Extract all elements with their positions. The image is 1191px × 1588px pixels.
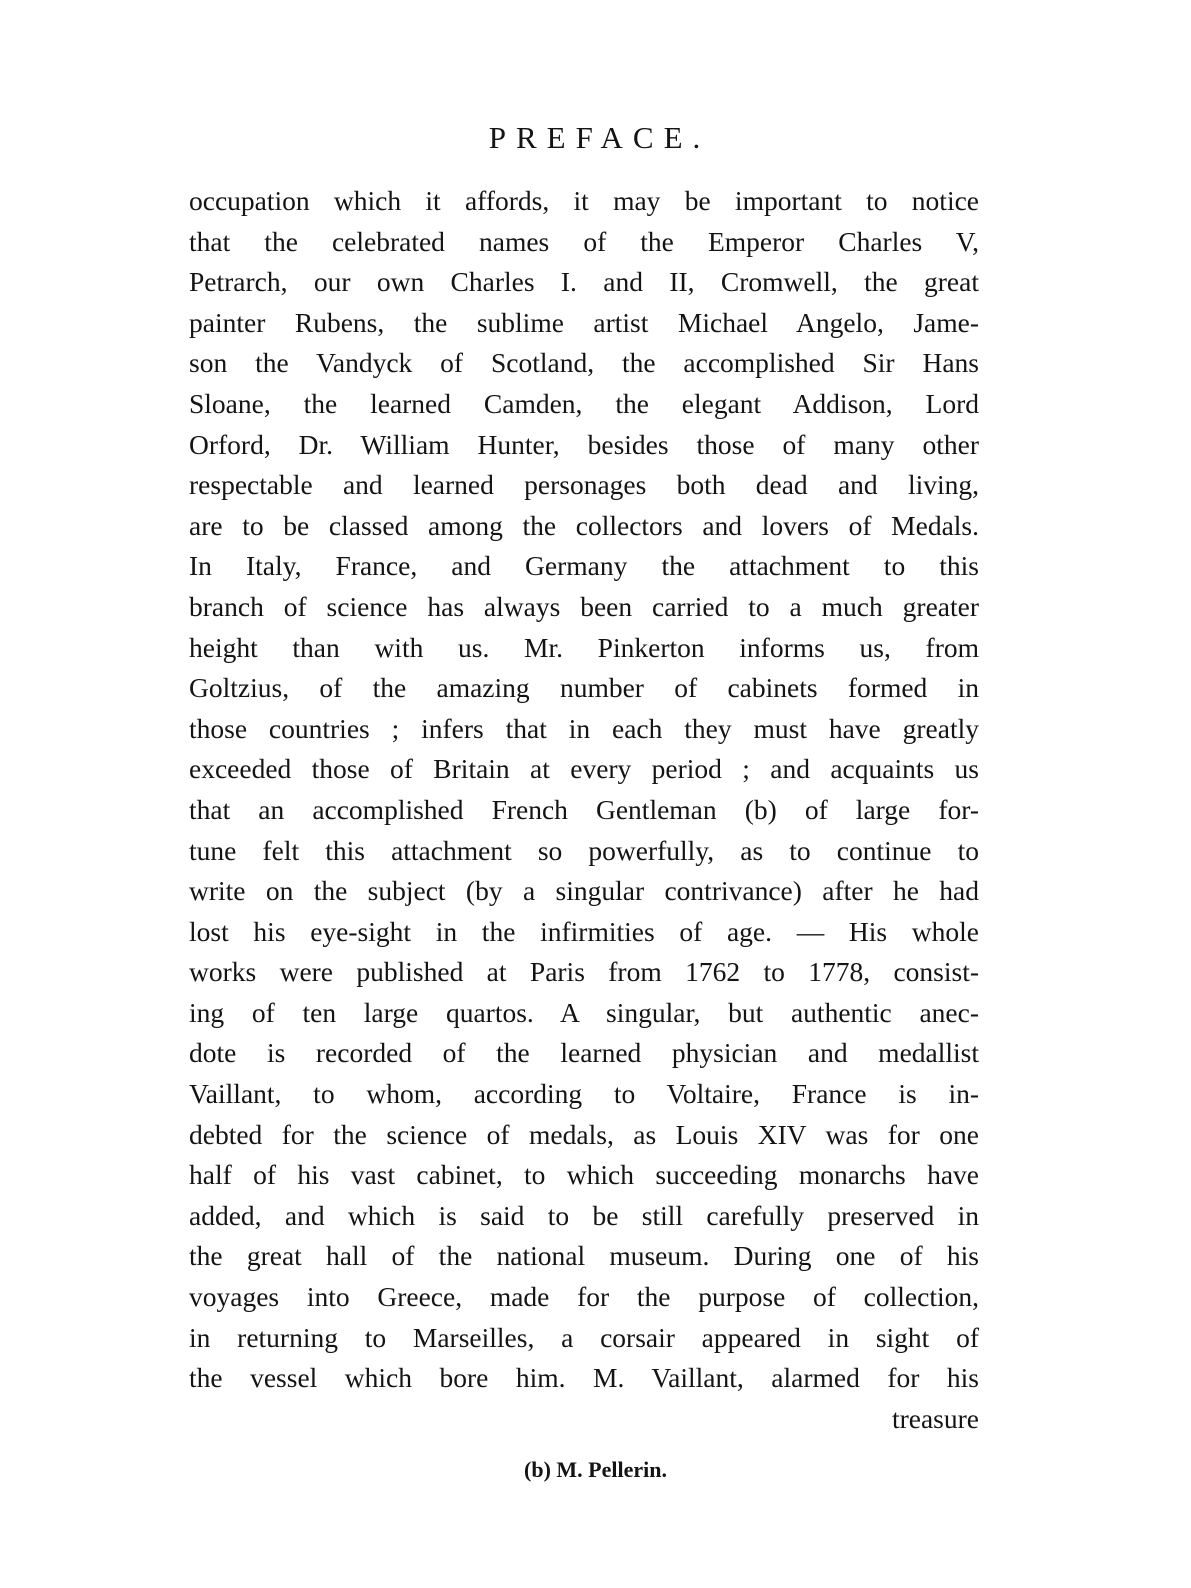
text-line: Sloane, the learned Camden, the elegant Addison, Lord	[189, 387, 979, 419]
text-line: works were published at Paris from 1762 to 1778, consist-	[189, 956, 979, 988]
text-line: son the Vandyck of Scotland, the accomplished Sir Hans	[189, 347, 979, 379]
page-header: PREFACE.	[488, 120, 711, 155]
text-line: the vessel which bore him. M. Vaillant, alarmed for his	[189, 1362, 979, 1394]
text-line: branch of science has always been carried to a much greater	[189, 590, 979, 622]
text-line: debted for the science of medals, as Louis XIV was for one	[189, 1118, 979, 1150]
text-line: respectable and learned personages both dead and living,	[189, 469, 979, 501]
text-line: that the celebrated names of the Emperor Charles V,	[189, 225, 979, 257]
text-line: occupation which it affords, it may be important to notice	[189, 185, 979, 216]
text-line: lost his eye-sight in the infirmities of age. — His whole	[189, 915, 979, 947]
catchword: treasure	[891, 1402, 979, 1434]
text-line: are to be classed among the collectors and lovers of Medals.	[189, 509, 979, 541]
text-line: added, and which is said to be still carefully preserved in	[189, 1199, 979, 1231]
text-line: write on the subject (by a singular contrivance) after he had	[189, 875, 979, 907]
text-line: exceeded those of Britain at every period ; and acquaints us	[189, 753, 979, 785]
text-line: dote is recorded of the learned physician and medallist	[189, 1037, 979, 1069]
text-line: that an accomplished French Gentleman (b) of large for-	[189, 793, 979, 825]
text-line: ing of ten large quartos. A singular, but authentic anec-	[189, 996, 979, 1028]
text-line: tune felt this attachment so powerfully, as to continue to	[189, 834, 979, 866]
text-line: height than with us. Mr. Pinkerton informs us, from	[189, 631, 979, 663]
text-line: Petrarch, our own Charles I. and II, Cromwell, the great	[189, 266, 979, 298]
text-line: the great hall of the national museum. During one of his	[189, 1240, 979, 1272]
body-text	[189, 181, 979, 1439]
text-line: those countries ; infers that in each they must have greatly	[189, 712, 979, 744]
text-line: Orford, Dr. William Hunter, besides those of many other	[189, 428, 979, 460]
text-line: in returning to Marseilles, a corsair appeared in sight of	[189, 1321, 979, 1353]
text-line: In Italy, France, and Germany the attachment to this	[189, 550, 979, 582]
text-line: voyages into Greece, made for the purpose of collection,	[189, 1281, 979, 1313]
text-line: half of his vast cabinet, to which succeeding monarchs have	[189, 1159, 979, 1191]
text-line: Vaillant, to whom, according to Voltaire, France is in-	[189, 1078, 979, 1110]
footnote: (b) M. Pellerin.	[524, 1457, 667, 1482]
text-line: painter Rubens, the sublime artist Michael Angelo, Jame-	[189, 306, 979, 338]
text-line: Goltzius, of the amazing number of cabinets formed in	[189, 672, 979, 704]
